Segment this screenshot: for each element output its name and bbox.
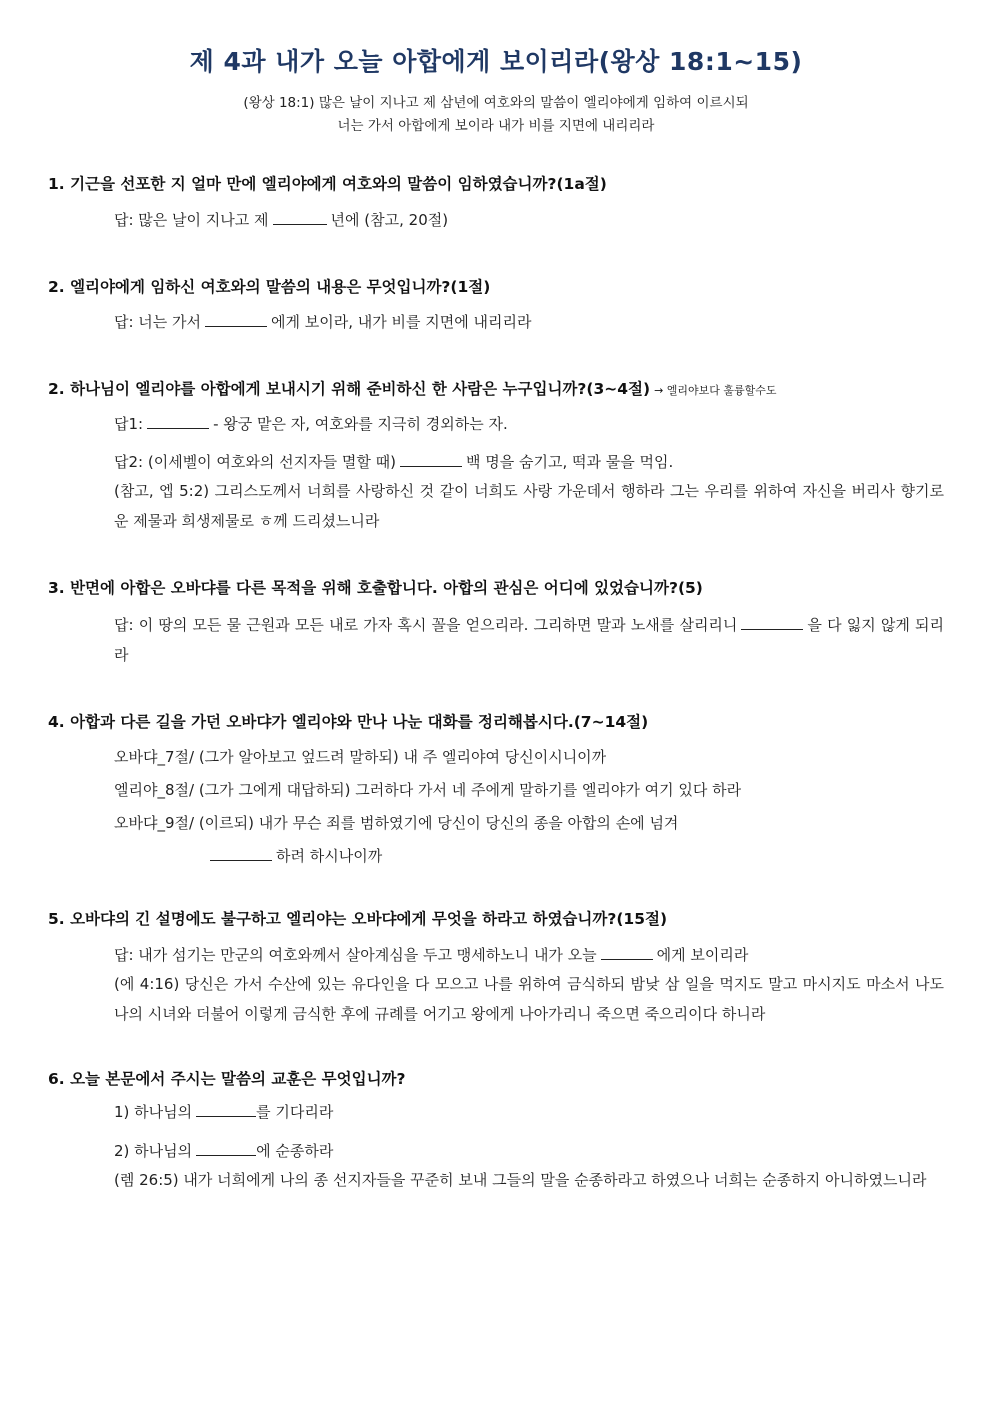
question-4: 3. 반면에 아합은 오바댜를 다른 목적을 위해 호출합니다. 아합의 관심은 어디에 있었습니까?(5) bbox=[48, 579, 703, 597]
answer-blank bbox=[741, 615, 803, 630]
answer-blank bbox=[196, 1141, 256, 1156]
dialogue-line-1: 오바댜_7절/ (그가 알아보고 엎드려 말하되) 내 주 엘리야여 당신이시니이까 bbox=[114, 748, 607, 766]
question-1: 1. 기근을 선포한 지 얼마 만에 엘리야에게 여호와의 말씀이 임하였습니까?(1a절) bbox=[48, 175, 607, 193]
reference-6: (에 4:16) 당신은 가서 수산에 있는 유다인을 다 모으고 나를 위하여 금식하되 밤낮 삼 일을 먹지도 말고 마시지도 마소서 나도 나의 시녀와 더불어 이렇게 금식한 후에 규례를 어기고 왕에게 나아가리니 죽으면 죽으리이다 하니라 bbox=[114, 975, 944, 1023]
page-title: 제 4과 내가 오늘 아합에게 보이리라(왕상 18:1~15) bbox=[189, 47, 803, 76]
dialogue-line-3: 오바댜_9절/ (이르되) 내가 무슨 죄를 범하였기에 당신이 당신의 종을 아합의 손에 넘겨 bbox=[114, 814, 679, 832]
dialogue-line-2: 엘리야_8절/ (그가 그에게 대답하되) 그러하다 가서 네 주에게 말하기를 엘리야가 여기 있다 하라 bbox=[114, 781, 742, 799]
side-note: → 엘리야보다 훌륭할수도 bbox=[654, 384, 777, 397]
answer-4: 답: 이 땅의 모든 물 근원과 모든 내로 가자 혹시 꼴을 얻으리라. 그리하면 말과 노새를 살리리니 을 다 잃지 않게 되리라 bbox=[114, 616, 944, 664]
answer-6: 답: 내가 섬기는 만군의 여호와께서 살아계심을 두고 맹세하노니 내가 오늘 에게 보이리라 bbox=[114, 946, 749, 964]
answer-blank bbox=[147, 414, 209, 429]
question-3: 2. 하나님이 엘리야를 아합에게 보내시기 위해 준비하신 한 사람은 누구입니까?(3~4절) → 엘리야보다 훌륭할수도 bbox=[48, 380, 777, 398]
dialogue-line-4: 하려 하시나이까 bbox=[210, 841, 910, 871]
answer-3-2: 답2: (이세벨이 여호와의 선지자들 멸할 때) 백 명을 숨기고, 떡과 물을 먹임. bbox=[114, 453, 674, 471]
answer-blank bbox=[273, 210, 327, 225]
question-5: 4. 아합과 다른 길을 가던 오바댜가 엘리야와 만나 나눈 대화를 정리해봅시다.(7~14절) bbox=[48, 713, 649, 731]
answer-blank bbox=[205, 312, 267, 327]
key-verse-line-1: (왕상 18:1) 많은 날이 지나고 제 삼년에 여호와의 말씀이 엘리야에게 임하여 이르시되 bbox=[243, 95, 749, 111]
lesson-item-2: 2) 하나님의 에 순종하라 bbox=[114, 1142, 334, 1160]
answer-3-1: 답1: - 왕궁 맡은 자, 여호와를 지극히 경외하는 자. bbox=[114, 415, 508, 433]
answer-1: 답: 많은 날이 지나고 제 년에 (참고, 20절) bbox=[114, 211, 449, 229]
answer-blank bbox=[400, 452, 462, 467]
answer-2: 답: 너는 가서 에게 보이라, 내가 비를 지면에 내리리라 bbox=[114, 313, 532, 331]
reference-7: (렘 26:5) 내가 너희에게 나의 종 선지자들을 꾸준히 보내 그들의 말을 순종하라고 하였으나 너희는 순종하지 아니하였느니라 bbox=[114, 1171, 927, 1189]
key-verse-line-2: 너는 가서 아합에게 보이라 내가 비를 지면에 내리리라 bbox=[337, 118, 655, 134]
answer-blank bbox=[601, 945, 653, 960]
question-7: 6. 오늘 본문에서 주시는 말씀의 교훈은 무엇입니까? bbox=[48, 1070, 406, 1088]
lesson-item-1: 1) 하나님의 를 기다리라 bbox=[114, 1103, 334, 1121]
answer-blank bbox=[210, 846, 272, 861]
answer-blank bbox=[196, 1102, 256, 1117]
reference-3: (참고, 엡 5:2) 그리스도께서 너희를 사랑하신 것 같이 너희도 사랑 가운데서 행하라 그는 우리를 위하여 자신을 버리사 향기로운 제물과 희생제물로 ㅎ께 드리셨느니라 bbox=[114, 482, 944, 530]
question-6: 5. 오바댜의 긴 설명에도 불구하고 엘리야는 오바댜에게 무엇을 하라고 하였습니까?(15절) bbox=[48, 910, 668, 928]
question-2: 2. 엘리야에게 임하신 여호와의 말씀의 내용은 무엇입니까?(1절) bbox=[48, 278, 491, 296]
